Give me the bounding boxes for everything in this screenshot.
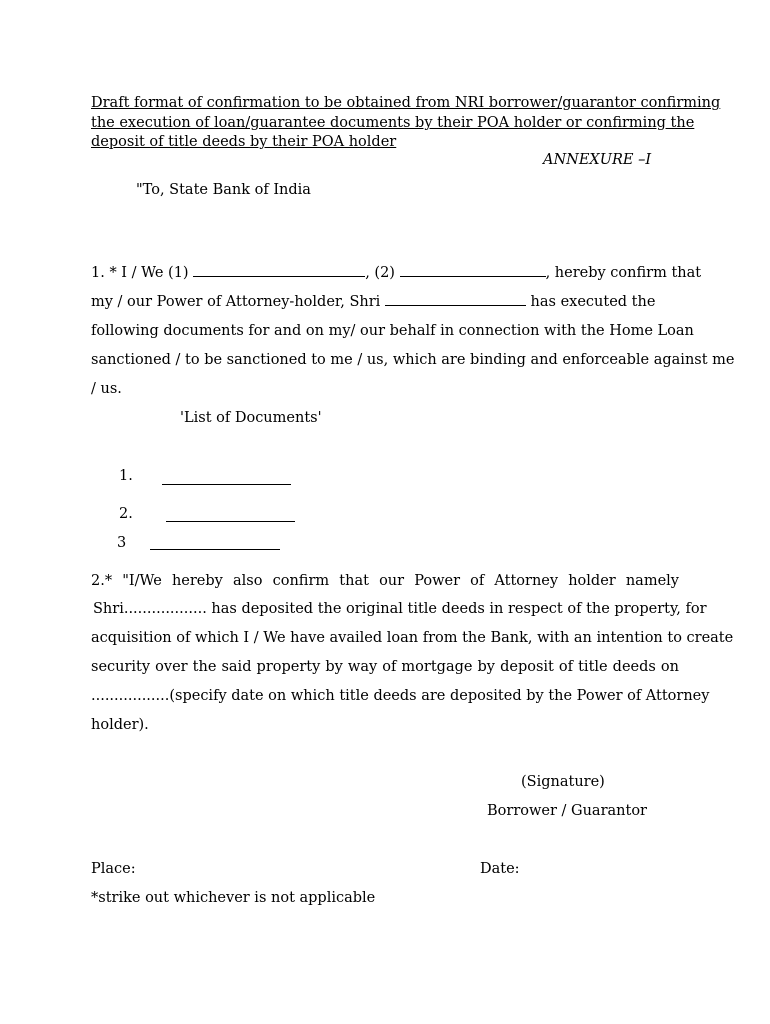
para1-text-e: has executed the	[525, 294, 656, 310]
blank-poa-holder	[385, 304, 526, 306]
signatory-label: Borrower / Guarantor	[487, 803, 647, 819]
list-title: 'List of Documents'	[180, 410, 322, 426]
list-item-blank-2	[166, 520, 295, 522]
para1-text-d: my / our Power of Attorney-holder, Shri	[91, 294, 385, 310]
list-item-blank-1	[162, 483, 291, 485]
para2-line-3: acquisition of which I / We have availed loan from the Bank, with an intention to create	[91, 630, 734, 646]
list-item-number-3: 3	[117, 535, 127, 551]
title-line-2: the execution of loan/guarantee documents by their POA holder or confirming the	[91, 115, 695, 131]
list-item-number-1: 1.	[119, 468, 133, 484]
para1-text-c: , hereby confirm that	[545, 265, 702, 281]
date-label: Date:	[480, 861, 520, 877]
para2-line-1: 2.* "I/We hereby also confirm that our Power of Attorney holder namely	[91, 573, 679, 589]
addressee-line: "To, State Bank of India	[136, 182, 311, 198]
blank-name-2	[400, 275, 546, 277]
title-line-1: Draft format of confirmation to be obtained from NRI borrower/guarantor confirming	[91, 95, 721, 111]
blank-name-1	[193, 275, 365, 277]
footnote: *strike out whichever is not applicable	[91, 890, 376, 906]
list-item-blank-3	[150, 548, 280, 550]
para1-line-1	[91, 265, 701, 281]
signature-label: (Signature)	[521, 774, 605, 790]
list-item-number-2: 2.	[119, 506, 133, 522]
title-line-3: deposit of title deeds by their POA holder	[91, 134, 397, 150]
place-label: Place:	[91, 861, 136, 877]
para1-line-5: / us.	[91, 381, 122, 397]
para2-line-5: .................(specify date on which title deeds are deposited by the Power of Attorney	[91, 688, 710, 704]
para2-line-6: holder).	[91, 717, 149, 733]
para1-text-b: , (2)	[365, 265, 400, 281]
para1-line-4: sanctioned / to be sanctioned to me / us, which are binding and enforceable against me	[91, 352, 735, 368]
para2-line-2: Shri.................. has deposited the original title deeds in respect of the property, for	[93, 601, 707, 617]
annexure-label: ANNEXURE –I	[543, 152, 652, 168]
para1-line-3: following documents for and on my/ our behalf in connection with the Home Loan	[91, 323, 694, 339]
para2-line-4: security over the said property by way of mortgage by deposit of title deeds on	[91, 659, 679, 675]
para1-text-a: 1. * I / We (1)	[91, 265, 194, 281]
para1-line-2	[91, 294, 655, 310]
